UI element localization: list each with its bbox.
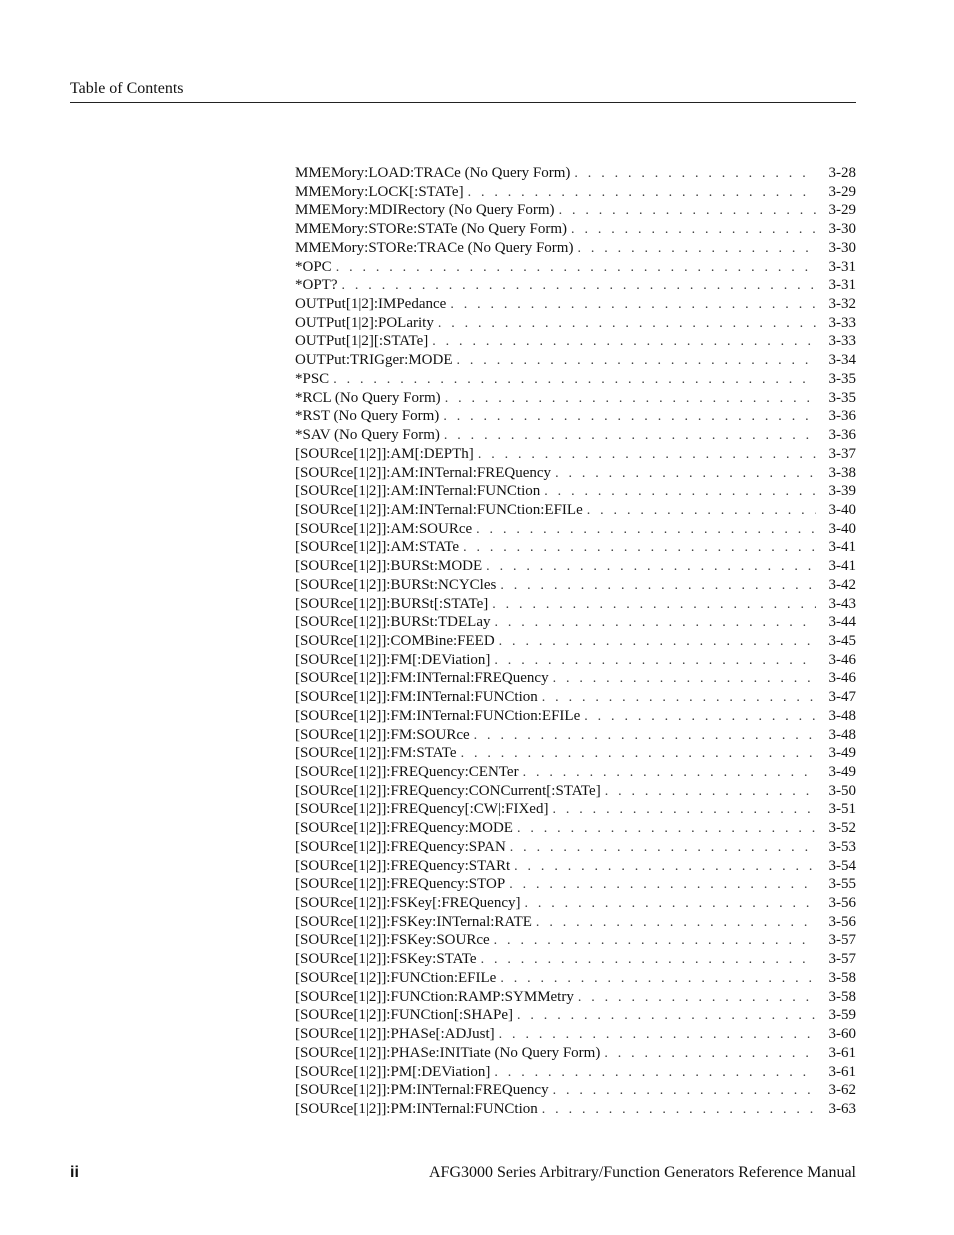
toc-dot-leader	[604, 1045, 816, 1064]
toc-entry-page: 3-41	[828, 539, 856, 556]
toc-entry-page: 3-61	[828, 1063, 856, 1080]
toc-entry-label: MMEMory:STORe:STATe (No Query Form)	[295, 221, 568, 238]
toc-entry[interactable]	[295, 595, 856, 614]
toc-entry-label: *RCL (No Query Form)	[295, 389, 441, 406]
toc-dot-leader	[450, 296, 816, 315]
toc-entry-label: [SOURce[1|2]]:COMBine:FEED	[295, 632, 495, 649]
toc-entry-label: *PSC	[295, 370, 330, 387]
toc-dot-leader	[474, 727, 816, 746]
toc-entry[interactable]	[295, 314, 856, 333]
toc-entry-label: [SOURce[1|2]]:AM[:DEPTh]	[295, 445, 474, 462]
toc-entry-label: [SOURce[1|2]]:FM:SOURce	[295, 726, 470, 743]
toc-entry-page: 3-29	[828, 183, 856, 200]
toc-entry[interactable]	[295, 931, 856, 950]
toc-entry-page: 3-58	[828, 969, 856, 986]
toc-entry[interactable]	[295, 651, 856, 670]
toc-entry-label: [SOURce[1|2]]:FREQuency:CONCurrent[:STATe]	[295, 782, 601, 799]
toc-entry[interactable]	[295, 276, 856, 295]
toc-dot-leader	[336, 259, 816, 278]
toc-dot-leader	[481, 951, 816, 970]
page-header	[70, 80, 856, 103]
toc-dot-leader	[492, 596, 816, 615]
toc-entry-page: 3-28	[828, 165, 856, 181]
toc-entry[interactable]	[295, 688, 856, 707]
toc-dot-leader	[555, 465, 816, 484]
toc-entry-label: [SOURce[1|2]]:PHASe:INITiate (No Query Form)	[295, 1044, 601, 1061]
toc-entry[interactable]	[295, 426, 856, 445]
toc-entry-page: 3-30	[828, 239, 856, 256]
toc-entry-label: [SOURce[1|2]]:FREQuency:STOP	[295, 876, 506, 893]
toc-entry[interactable]	[295, 988, 856, 1007]
toc-dot-leader	[432, 333, 816, 352]
toc-entry-label: [SOURce[1|2]]:FM[:DEViation]	[295, 651, 491, 668]
toc-entry[interactable]	[295, 220, 856, 239]
toc-dot-leader	[552, 801, 816, 820]
toc-dot-leader	[517, 1007, 816, 1026]
toc-entry-page: 3-51	[828, 801, 856, 818]
toc-entry-label: [SOURce[1|2]]:FM:INTernal:FUNCtion:EFILe	[295, 707, 581, 724]
toc-entry[interactable]	[295, 389, 856, 408]
toc-entry[interactable]	[295, 838, 856, 857]
toc-entry-label: [SOURce[1|2]]:AM:SOURce	[295, 520, 473, 537]
toc-entry-page: 3-52	[828, 820, 856, 837]
toc-entry[interactable]	[295, 782, 856, 801]
toc-entry-page: 3-55	[828, 876, 856, 893]
toc-dot-leader	[494, 652, 816, 671]
toc-entry[interactable]	[295, 239, 856, 258]
toc-dot-leader	[553, 670, 816, 689]
toc-entry-page: 3-37	[828, 445, 856, 462]
toc-entry-page: 3-29	[828, 202, 856, 219]
toc-entry-label: [SOURce[1|2]]:PM:INTernal:FUNCtion	[295, 1100, 538, 1117]
toc-entry-label: OUTPut[1|2]:IMPedance	[295, 296, 447, 313]
toc-entry-label: MMEMory:MDIRectory (No Query Form)	[295, 202, 555, 219]
toc-entry-label: [SOURce[1|2]]:FM:STATe	[295, 745, 457, 762]
toc-entry-page: 3-48	[828, 707, 856, 724]
toc-entry[interactable]	[295, 295, 856, 314]
toc-dot-leader	[494, 1064, 816, 1083]
table-of-contents	[295, 164, 856, 1119]
toc-entry-page: 3-44	[828, 614, 856, 631]
toc-entry-label: [SOURce[1|2]]:FSKey:SOURce	[295, 932, 490, 949]
toc-dot-leader	[457, 352, 817, 371]
toc-entry[interactable]	[295, 557, 856, 576]
toc-entry-page: 3-40	[828, 501, 856, 518]
toc-entry-label: MMEMory:LOCK[:STATe]	[295, 183, 464, 200]
toc-entry-page: 3-35	[828, 389, 856, 406]
toc-entry-page: 3-40	[828, 520, 856, 537]
toc-entry-page: 3-36	[828, 408, 856, 425]
toc-dot-leader	[463, 539, 816, 558]
toc-entry-label: [SOURce[1|2]]:FUNCtion:EFILe	[295, 969, 497, 986]
toc-entry[interactable]	[295, 407, 856, 426]
toc-entry[interactable]	[295, 1044, 856, 1063]
toc-entry-page: 3-49	[828, 745, 856, 762]
toc-entry[interactable]	[295, 258, 856, 277]
toc-dot-leader	[542, 689, 816, 708]
toc-dot-leader	[486, 558, 816, 577]
toc-dot-leader	[494, 932, 816, 951]
toc-entry-label: [SOURce[1|2]]:BURSt[:STATe]	[295, 595, 489, 612]
toc-entry-page: 3-56	[828, 895, 856, 912]
toc-entry-label: [SOURce[1|2]]:AM:INTernal:FREQuency	[295, 464, 552, 481]
toc-dot-leader	[553, 1082, 816, 1101]
toc-dot-leader	[584, 708, 816, 727]
toc-dot-leader	[559, 202, 816, 221]
toc-entry-page: 3-34	[828, 352, 856, 369]
toc-entry-label: *OPT?	[295, 277, 338, 294]
toc-entry-label: [SOURce[1|2]]:AM:INTernal:FUNCtion	[295, 483, 541, 500]
toc-entry-page: 3-43	[828, 595, 856, 612]
toc-entry-label: [SOURce[1|2]]:PM:INTernal:FREQuency	[295, 1082, 549, 1099]
toc-dot-leader	[476, 521, 816, 540]
toc-entry-label: [SOURce[1|2]]:BURSt:NCYCles	[295, 576, 497, 593]
header-title: Table of Contents	[70, 80, 184, 97]
toc-entry[interactable]	[295, 351, 856, 370]
toc-dot-leader	[544, 483, 816, 502]
toc-entry[interactable]	[295, 1081, 856, 1100]
toc-entry-page: 3-54	[828, 857, 856, 874]
toc-dot-leader	[499, 633, 816, 652]
toc-entry[interactable]	[295, 726, 856, 745]
toc-entry[interactable]	[295, 857, 856, 876]
toc-dot-leader	[514, 858, 816, 877]
toc-entry[interactable]	[295, 632, 856, 651]
toc-entry[interactable]	[295, 875, 856, 894]
toc-entry-label: OUTPut:TRIGger:MODE	[295, 352, 453, 369]
toc-entry-page: 3-58	[828, 988, 856, 1005]
toc-entry[interactable]	[295, 445, 856, 464]
toc-entry-label: MMEMory:STORe:TRACe (No Query Form)	[295, 239, 574, 256]
toc-entry-label: [SOURce[1|2]]:AM:STATe	[295, 539, 460, 556]
toc-entry-page: 3-47	[828, 689, 856, 706]
toc-dot-leader	[461, 745, 816, 764]
toc-dot-leader	[523, 764, 816, 783]
toc-entry[interactable]	[295, 894, 856, 913]
page-number: ii	[70, 1164, 79, 1181]
toc-entry-page: 3-61	[828, 1044, 856, 1061]
toc-entry-label: [SOURce[1|2]]:FREQuency:STARt	[295, 857, 511, 874]
toc-dot-leader	[499, 1026, 816, 1045]
toc-entry-label: [SOURce[1|2]]:FSKey:STATe	[295, 951, 477, 968]
toc-entry-label: *OPC	[295, 258, 332, 275]
toc-entry-page: 3-56	[828, 913, 856, 930]
manual-title: AFG3000 Series Arbitrary/Function Generators Reference Manual	[429, 1164, 856, 1181]
toc-entry[interactable]	[295, 183, 856, 202]
toc-entry[interactable]	[295, 613, 856, 632]
toc-entry-page: 3-49	[828, 764, 856, 780]
toc-entry[interactable]	[295, 332, 856, 351]
toc-dot-leader	[478, 446, 816, 465]
toc-entry-page: 3-62	[828, 1082, 856, 1099]
toc-entry[interactable]	[295, 201, 856, 220]
toc-entry[interactable]	[295, 819, 856, 838]
toc-entry-page: 3-33	[828, 314, 856, 331]
toc-entry-page: 3-35	[828, 370, 856, 387]
toc-entry-label: [SOURce[1|2]]:BURSt:MODE	[295, 558, 483, 575]
toc-entry-label: [SOURce[1|2]]:FUNCtion:RAMP:SYMMetry	[295, 988, 574, 1005]
toc-dot-leader	[444, 427, 816, 446]
toc-dot-leader	[587, 502, 816, 521]
toc-entry[interactable]	[295, 370, 856, 389]
toc-entry[interactable]	[295, 744, 856, 763]
toc-entry-label: [SOURce[1|2]]:FM:INTernal:FUNCtion	[295, 689, 538, 706]
toc-entry-page: 3-60	[828, 1026, 856, 1043]
toc-entry[interactable]	[295, 464, 856, 483]
toc-dot-leader	[574, 165, 816, 184]
toc-dot-leader	[605, 783, 816, 802]
toc-entry-label: [SOURce[1|2]]:FM:INTernal:FREQuency	[295, 670, 549, 687]
toc-entry-page: 3-33	[828, 333, 856, 350]
toc-dot-leader	[445, 390, 816, 409]
toc-dot-leader	[517, 820, 816, 839]
toc-entry-label: [SOURce[1|2]]:BURSt:TDELay	[295, 614, 491, 631]
toc-entry-label: [SOURce[1|2]]:FREQuency[:CW|:FIXed]	[295, 801, 549, 818]
toc-entry[interactable]	[295, 707, 856, 726]
toc-entry-label: [SOURce[1|2]]:PHASe[:ADJust]	[295, 1026, 495, 1043]
toc-dot-leader	[571, 221, 816, 240]
toc-dot-leader	[342, 277, 817, 296]
toc-entry[interactable]	[295, 164, 856, 183]
toc-entry-page: 3-46	[828, 670, 856, 687]
toc-dot-leader	[443, 408, 816, 427]
toc-entry-label: [SOURce[1|2]]:AM:INTernal:FUNCtion:EFILe	[295, 501, 583, 518]
toc-dot-leader	[577, 240, 816, 259]
toc-entry-page: 3-36	[828, 427, 856, 444]
toc-entry[interactable]	[295, 520, 856, 539]
toc-entry-page: 3-38	[828, 464, 856, 481]
toc-dot-leader	[494, 614, 816, 633]
toc-entry-page: 3-57	[828, 951, 856, 968]
toc-entry-label: OUTPut[1|2][:STATe]	[295, 333, 429, 350]
toc-entry-page: 3-30	[828, 221, 856, 238]
toc-entry-page: 3-63	[828, 1100, 856, 1117]
toc-entry-page: 3-39	[828, 483, 856, 500]
toc-dot-leader	[333, 371, 816, 390]
toc-dot-leader	[578, 989, 816, 1008]
toc-entry-page: 3-41	[828, 558, 856, 575]
toc-entry[interactable]	[295, 950, 856, 969]
toc-entry-page: 3-59	[828, 1007, 856, 1024]
toc-dot-leader	[438, 315, 816, 334]
toc-entry-page: 3-48	[828, 726, 856, 743]
toc-entry[interactable]	[295, 763, 856, 782]
toc-entry-label: [SOURce[1|2]]:FSKey[:FREQuency]	[295, 895, 521, 912]
toc-entry[interactable]	[295, 538, 856, 557]
toc-entry[interactable]	[295, 1063, 856, 1082]
toc-entry-page: 3-42	[828, 576, 856, 593]
toc-entry-page: 3-50	[828, 782, 856, 799]
toc-dot-leader	[524, 895, 816, 914]
toc-entry[interactable]	[295, 501, 856, 520]
toc-dot-leader	[500, 970, 816, 989]
toc-entry[interactable]	[295, 669, 856, 688]
toc-dot-leader	[468, 184, 816, 203]
toc-dot-leader	[509, 876, 816, 895]
toc-entry[interactable]	[295, 1100, 856, 1119]
toc-entry-page: 3-32	[828, 296, 856, 313]
toc-entry[interactable]	[295, 1025, 856, 1044]
toc-entry-page: 3-57	[828, 932, 856, 949]
toc-entry-label: [SOURce[1|2]]:FSKey:INTernal:RATE	[295, 913, 532, 930]
toc-dot-leader	[542, 1101, 816, 1120]
toc-entry-page: 3-45	[828, 632, 856, 649]
toc-entry[interactable]	[295, 913, 856, 932]
toc-entry-label: [SOURce[1|2]]:FREQuency:MODE	[295, 820, 513, 837]
toc-entry-page: 3-31	[828, 258, 856, 275]
toc-entry[interactable]	[295, 969, 856, 988]
toc-dot-leader	[536, 914, 816, 933]
toc-entry[interactable]	[295, 800, 856, 819]
toc-entry-page: 3-46	[828, 651, 856, 668]
toc-entry-label: *RST (No Query Form)	[295, 408, 440, 425]
toc-entry[interactable]	[295, 1006, 856, 1025]
toc-dot-leader	[500, 577, 816, 596]
toc-entry-page: 3-53	[828, 838, 856, 855]
toc-entry-label: [SOURce[1|2]]:FREQuency:SPAN	[295, 838, 506, 855]
toc-entry-label: MMEMory:LOAD:TRACe (No Query Form)	[295, 165, 571, 181]
toc-entry-label: [SOURce[1|2]]:FREQuency:CENTer	[295, 764, 519, 780]
toc-entry[interactable]	[295, 482, 856, 501]
toc-entry-label: *SAV (No Query Form)	[295, 427, 440, 444]
toc-dot-leader	[510, 839, 816, 858]
toc-entry-label: OUTPut[1|2]:POLarity	[295, 314, 434, 331]
toc-entry-page: 3-31	[828, 277, 856, 294]
toc-entry-label: [SOURce[1|2]]:PM[:DEViation]	[295, 1063, 491, 1080]
toc-entry[interactable]	[295, 576, 856, 595]
toc-entry-label: [SOURce[1|2]]:FUNCtion[:SHAPe]	[295, 1007, 513, 1024]
